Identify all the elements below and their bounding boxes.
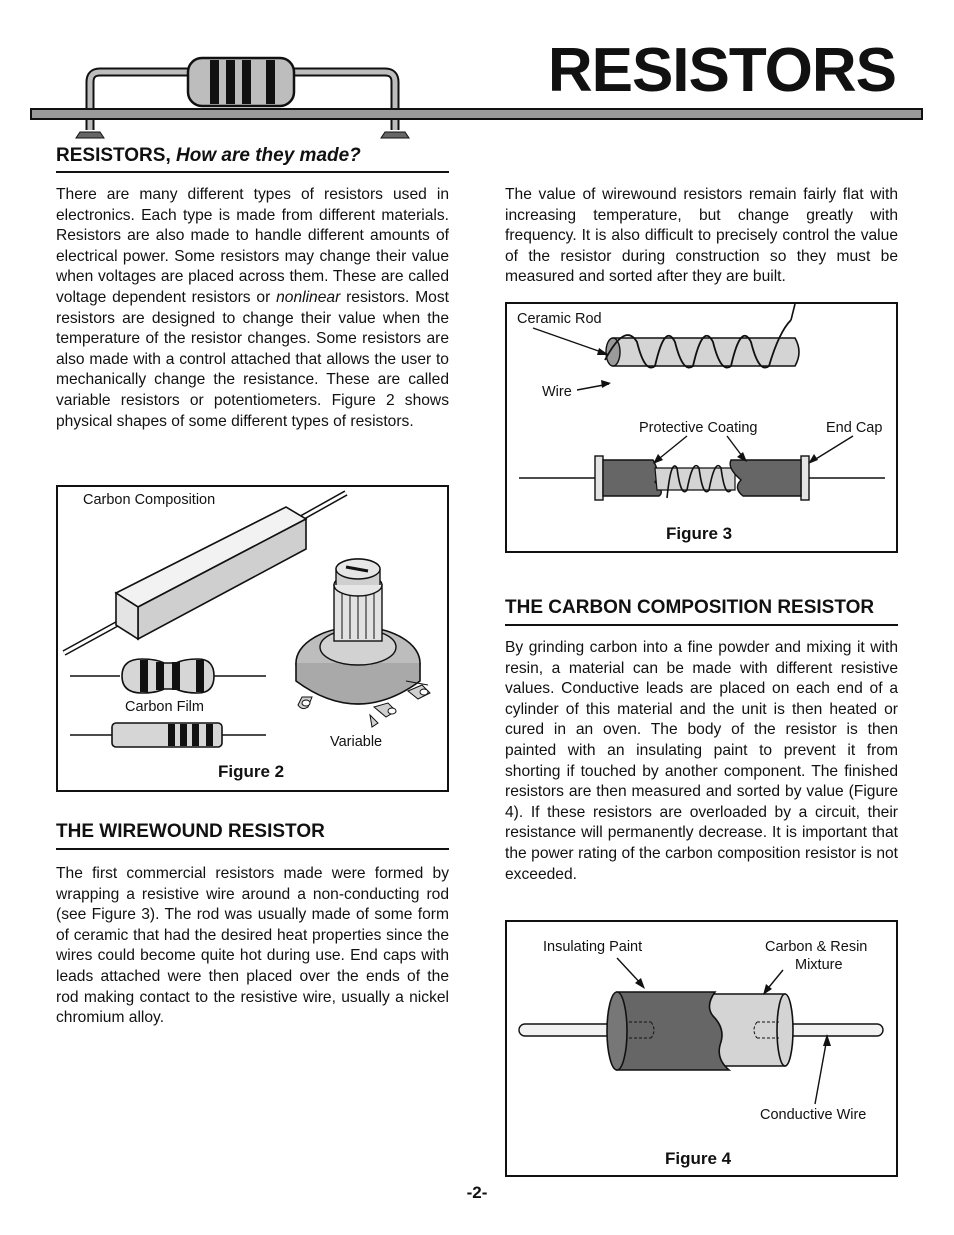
section-underline (505, 624, 898, 626)
paragraph-text: resistors. Most resistors are designed to change their value when the temperature of the resistor changes. Some resistors are also made with a control attached that allows the user to mechanically change the resistance. These are called variable resistors or potentiometers. Figure 2 shows physical shapes of some different types of resistors. (56, 288, 449, 430)
paragraph-text: There are many different types of resistors used in electronics. Each type is made from different materials. Resistors are also made to handle different amounts of electrical power. Some resistors may change their value when voltages are placed across them. These are called voltage dependent resistors or (56, 186, 449, 306)
figure-4-box (505, 920, 898, 1177)
section-heading-how-made (56, 146, 361, 165)
heading-main: RESISTORS, (56, 145, 171, 166)
page-number: -2- (466, 1183, 488, 1202)
figure-4-caption: Figure 4 (665, 1149, 732, 1168)
section-heading-wirewound: THE WIREWOUND RESISTOR (56, 821, 325, 842)
page-title: RESISTORS (547, 36, 896, 105)
label-carbon-film: Carbon Film (125, 699, 204, 715)
label-conductive-wire: Conductive Wire (760, 1107, 867, 1123)
figure-2-illustration (56, 485, 449, 792)
label-variable: Variable (330, 734, 383, 750)
paragraph-carbon-composition: By grinding carbon into a fine powder and mixing it with resin, a material can be made with different resistive values. Conductive leads are placed on each end of a cylinder of this material and the unit is then heated or cured in an oven. The body of the resistor is then painted with an insulating paint to prevent it from shorting if touched by another component. The finished resistors are then measured and sorted by value (Figure 4). If these resistors are overloaded by a circuit, their resistance will permanently decrease. It is important that the power rating of the carbon composition resistor is not exceeded. (505, 639, 898, 883)
label-ceramic-rod: Ceramic Rod (517, 311, 602, 327)
figure-3-box (505, 302, 898, 553)
label-mixture: Mixture (795, 957, 843, 973)
label-wire: Wire (542, 384, 572, 400)
paragraph-italic-text: nonlinear (276, 288, 341, 306)
figure-2-caption: Figure 2 (218, 762, 285, 781)
header-resistor-graphic (60, 52, 420, 136)
heading-italic: How are they made? (176, 145, 361, 166)
label-carbon-resin: Carbon & Resin (765, 939, 868, 955)
figure-2-box (56, 485, 449, 792)
figure-3-caption: Figure 3 (666, 524, 733, 543)
section-underline (56, 171, 449, 173)
paragraph-wirewound-value: The value of wirewound resistors remain fairly flat with increasing temperature, but change greatly with frequency. It is also difficult to precisely control the value of the resistor during construction so they must be measured and sorted after they are built. (505, 186, 898, 286)
paragraph-wirewound: The first commercial resistors made were formed by wrapping a resistive wire around a non-conducting rod (see Figure 3). The rod was usually made of some form of ceramic that had the desired heat properties since the wires could become quite hot during use. End caps with leads attached were then placed over the ends of the rod making contact to the resistive wire, usually a nickel chromium alloy. (56, 865, 449, 1027)
section-underline (56, 848, 449, 850)
label-insulating-paint: Insulating Paint (543, 939, 643, 955)
paragraph-resistors-intro (56, 185, 449, 432)
section-heading-carbon-composition: THE CARBON COMPOSITION RESISTOR (505, 597, 875, 618)
label-end-cap: End Cap (826, 420, 883, 436)
header-divider-bar (30, 108, 923, 120)
label-protective-coating: Protective Coating (639, 420, 758, 436)
label-carbon-composition: Carbon Composition (83, 492, 216, 508)
